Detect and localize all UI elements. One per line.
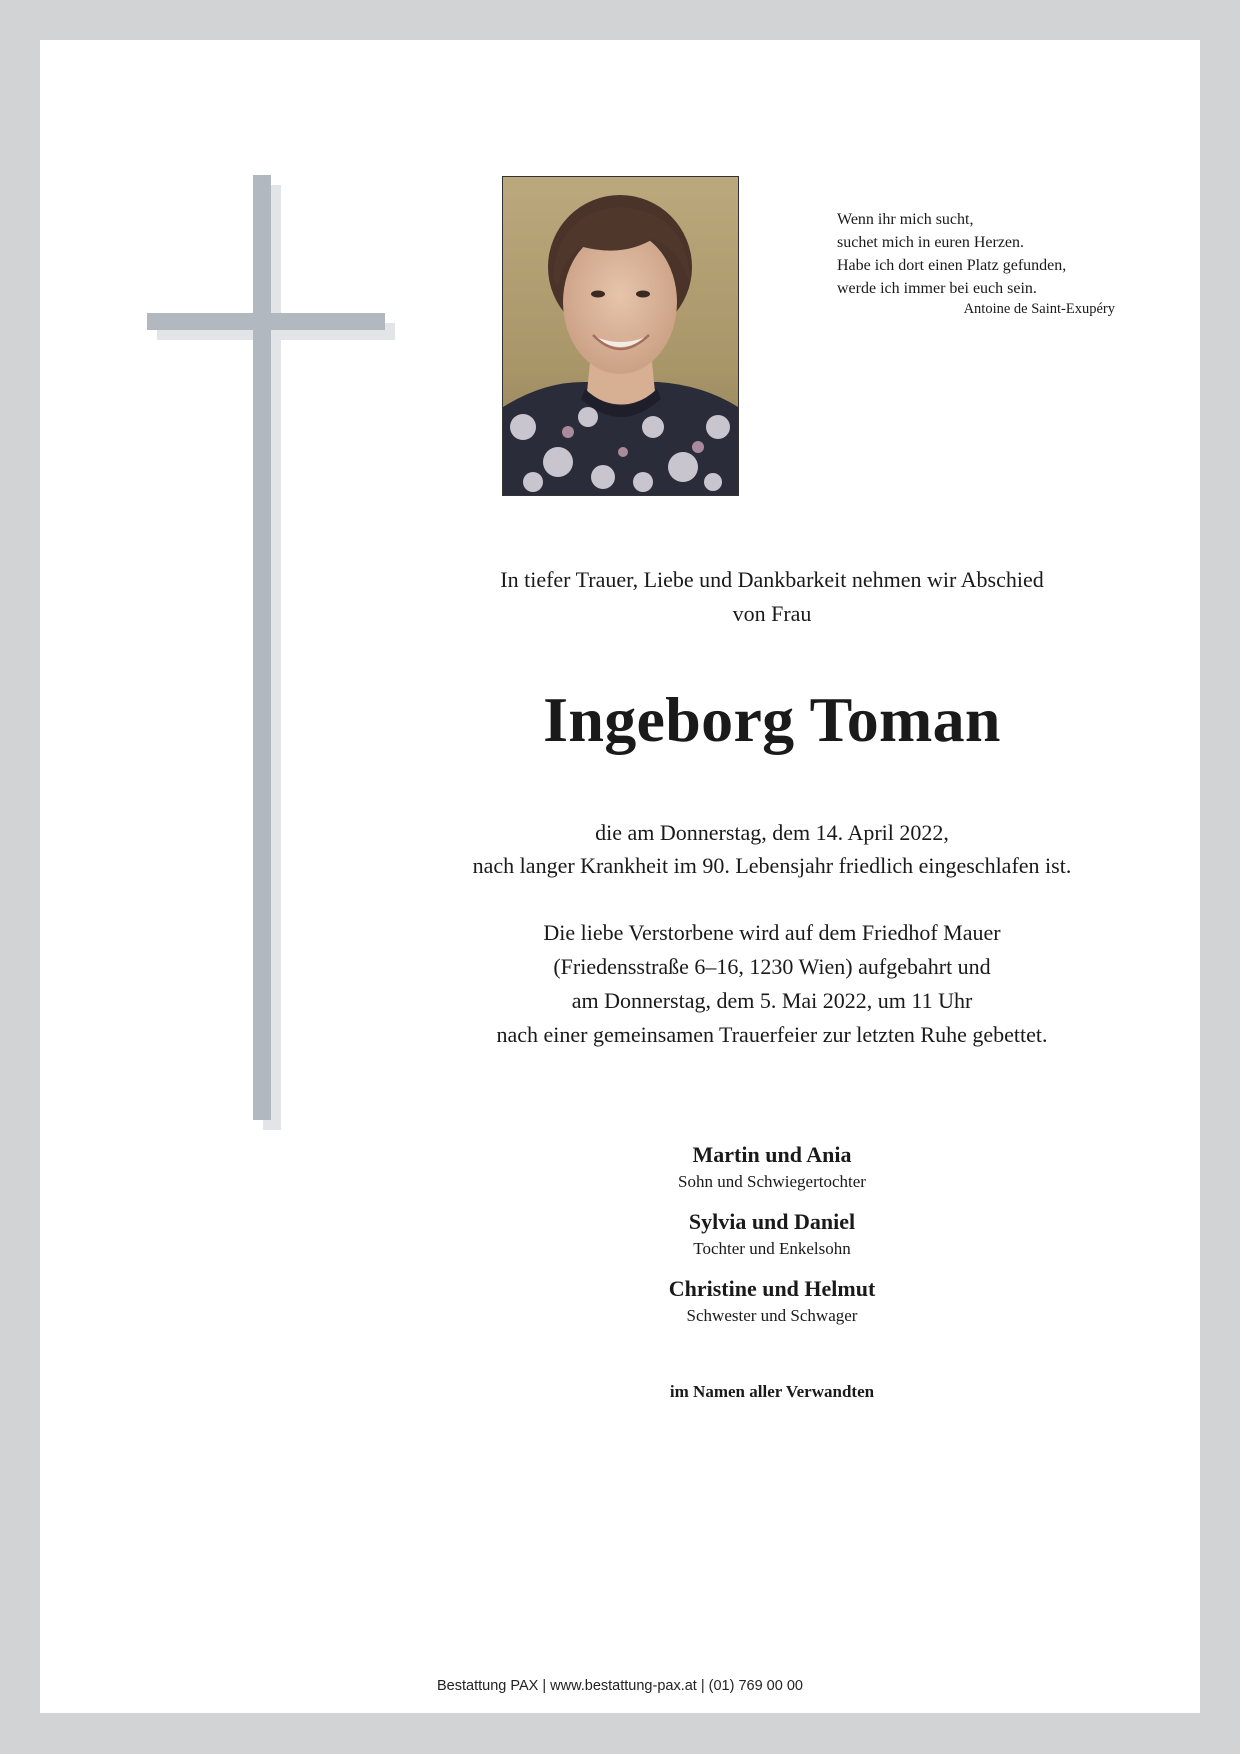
mourner-relation: Schwester und Schwager	[686, 1306, 858, 1325]
mourners-list	[370, 1140, 1174, 1341]
memorial-quote	[837, 208, 1127, 319]
details-line-1: die am Donnerstag, dem 14. April 2022,	[595, 820, 949, 845]
intro-line-2: von Frau	[732, 601, 812, 626]
quote-author: Antoine de Saint-Exupéry	[963, 301, 1115, 317]
portrait-illustration	[503, 177, 738, 495]
obituary-sheet	[40, 40, 1200, 1713]
death-details	[370, 816, 1174, 882]
deceased-name: Ingeborg Toman	[543, 684, 1001, 755]
burial-line-2: (Friedensstraße 6–16, 1230 Wien) aufgebahrt und	[553, 954, 991, 979]
portrait-photo	[502, 176, 739, 496]
quote-line: Wenn ihr mich sucht,	[837, 211, 974, 228]
relatives-line: im Namen aller Verwandten	[669, 1382, 875, 1401]
burial-line-3: am Donnerstag, dem 5. Mai 2022, um 11 Uhr	[571, 988, 973, 1013]
mourner-entry	[370, 1207, 1174, 1261]
burial-line-1: Die liebe Verstorbene wird auf dem Friedhof Mauer	[543, 920, 1001, 945]
quote-line: werde ich immer bei euch sein.	[837, 280, 1037, 297]
quote-line: suchet mich in euren Herzen.	[837, 234, 1025, 251]
mourner-name: Christine und Helmut	[668, 1276, 876, 1301]
burial-details	[370, 916, 1174, 1052]
details-line-2: nach langer Krankheit im 90. Lebensjahr friedlich eingeschlafen ist.	[472, 853, 1072, 878]
footer-funeral-home: Bestattung PAX | www.bestattung-pax.at | (01) 769 00 00	[437, 1678, 803, 1694]
mourner-relation: Tochter und Enkelsohn	[693, 1239, 851, 1258]
intro-text	[370, 563, 1174, 631]
mourner-name: Sylvia und Daniel	[688, 1209, 856, 1234]
cross-horizontal-beam	[147, 313, 385, 330]
quote-line: Habe ich dort einen Platz gefunden,	[837, 257, 1067, 274]
intro-line-1: In tiefer Trauer, Liebe und Dankbarkeit nehmen wir Abschied	[500, 567, 1044, 592]
mourner-name: Martin und Ania	[692, 1142, 852, 1167]
burial-line-4: nach einer gemeinsamen Trauerfeier zur letzten Ruhe gebettet.	[496, 1022, 1048, 1047]
mourner-entry	[370, 1140, 1174, 1194]
mourner-relation: Sohn und Schwiegertochter	[678, 1172, 866, 1191]
mourner-entry	[370, 1274, 1174, 1328]
